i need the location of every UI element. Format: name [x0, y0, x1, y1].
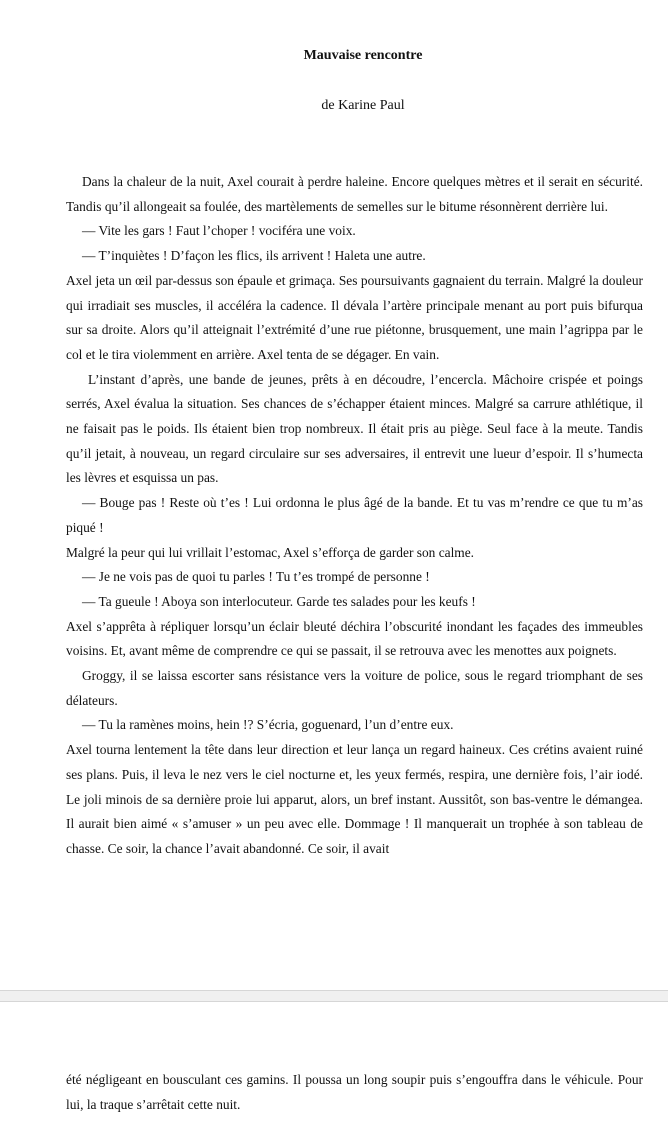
- dialogue-line: — Tu la ramènes moins, hein !? S’écria, goguenard, l’un d’entre eux.: [82, 717, 454, 733]
- dialogue-line: — Je ne vois pas de quoi tu parles ! Tu t’es trompé de personne !: [82, 569, 430, 585]
- document-title: Mauvaise rencontre: [303, 48, 423, 63]
- paragraph: Dans la chaleur de la nuit, Axel courait à perdre haleine. Encore quelques mètres et il serait en sécurité. Tandis qu’il allongeait sa foulée, des martèlements de semelles sur le bitume résonnèrent derrière lui.: [66, 174, 643, 214]
- document-body: [66, 170, 643, 862]
- dialogue-line: — Ta gueule ! Aboya son interlocuteur. Garde tes salades pour les keufs !: [82, 593, 476, 609]
- document-page-2: [0, 1002, 668, 1128]
- paragraph: Axel s’apprêta à répliquer lorsqu’un éclair bleuté déchira l’obscurité inondant les façades des immeubles voisins. Et, avant même de comprendre ce qui se passait, il se retrouva avec les menottes aux poignets.: [66, 618, 643, 659]
- document-body-continued: [66, 1068, 643, 1117]
- paragraph: Axel tourna lentement la tête dans leur direction et leur lança un regard haineux. Ces crétins avaient ruiné ses plans. Puis, il leva le nez vers le ciel nocturne et, les yeux fermés, respira, une dernière fois, l’air iodé. Le joli minois de sa dernière proie lui apparut, alors, un bref instant. Aussitôt, son bas-ventre le démangea. Il aurait bien aimé « s’amuser » un peu avec elle. Dommage ! Il manquerait un trophée à son tableau de chasse. Ce soir, la chance l’avait abandonné. Ce soir, il avait: [66, 742, 643, 856]
- page-separator: [0, 990, 668, 1002]
- paragraph: Groggy, il se laissa escorter sans résistance vers la voiture de police, sous le regard triomphant de ses délateurs.: [66, 668, 643, 708]
- dialogue-line: — Vite les gars ! Faut l’choper ! vociféra une voix.: [82, 223, 356, 239]
- paragraph: Axel jeta un œil par-dessus son épaule et grimaça. Ses poursuivants gagnaient du terrain. Malgré la douleur qui irradiait ses muscles, il accéléra la cadence. Il dévala l’artère principale menant au port puis bifurqua sur sa droite. Alors qu’il atteignait l’extrémité d’une rue piétonne, brusquement, une main l’agrippa par le col et le tira violemment en arrière. Axel tenta de se dégager. En vain.: [66, 272, 643, 362]
- document-author: de Karine Paul: [321, 98, 405, 113]
- paragraph: L’instant d’après, une bande de jeunes, prêts à en découdre, l’encercla. Mâchoire crispée et poings serrés, Axel évalua la situation. Ses chances de s’échapper étaient minces. Malgré sa carrure athlétique, il ne faisait pas le poids. Ils étaient bien trop nombreux. Il était pris au piège. Seul face à la meute. Tandis qu’il jetait, à nouveau, un regard circulaire sur ses adversaires, il entrevit une lueur d’espoir. Il s’humecta les lèvres et esquissa un pas.: [66, 371, 643, 486]
- paragraph: été négligeant en bousculant ces gamins. Il poussa un long soupir puis s’engouffra dans le véhicule. Pour lui, la traque s’arrêtait cette nuit.: [66, 1072, 643, 1112]
- dialogue-line: — T’inquiètes ! D’façon les flics, ils arrivent ! Haleta une autre.: [82, 248, 426, 264]
- paragraph: Malgré la peur qui lui vrillait l’estomac, Axel s’efforça de garder son calme.: [66, 544, 475, 560]
- dialogue-line: — Bouge pas ! Reste où t’es ! Lui ordonna le plus âgé de la bande. Et tu vas m’rendre ce que tu m’as piqué !: [66, 495, 643, 535]
